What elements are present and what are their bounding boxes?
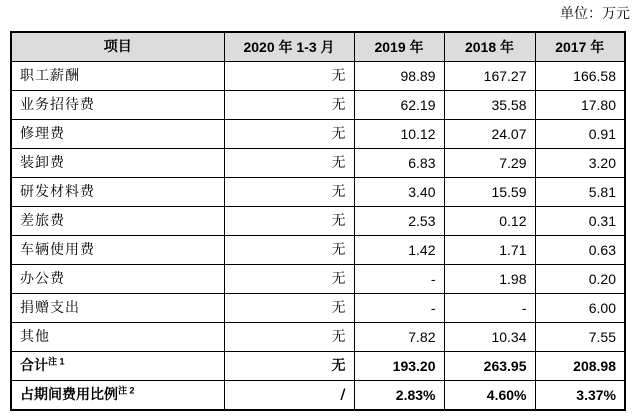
cell-value: 2.83%	[354, 381, 444, 411]
row-label-text: 研发材料费	[20, 184, 95, 200]
cell-value: 无	[224, 120, 354, 149]
row-label-text: 办公费	[20, 271, 65, 287]
cell-value: 167.27	[444, 62, 535, 91]
cell-value: 166.58	[535, 62, 625, 91]
cell-value: 无	[224, 178, 354, 207]
total-row	[11, 352, 625, 381]
cell-value: 1.42	[354, 236, 444, 265]
header-item: 项目	[11, 32, 224, 62]
row-label-text: 占期间费用比例	[20, 387, 118, 403]
row-label	[11, 62, 224, 91]
cell-value: 15.59	[444, 178, 535, 207]
row-label-text: 合计	[20, 358, 48, 374]
cell-value: 3.40	[354, 178, 444, 207]
ratio-row	[11, 381, 625, 411]
row-label	[11, 236, 224, 265]
cell-value: 6.83	[354, 149, 444, 178]
cell-value: 5.81	[535, 178, 625, 207]
cell-value: 无	[224, 62, 354, 91]
unit-label: 单位：万元	[560, 6, 630, 22]
table-row	[11, 294, 625, 323]
header-2020q1: 2020 年 1-3 月	[224, 32, 354, 62]
cell-value: 0.12	[444, 207, 535, 236]
cell-value: 3.37%	[535, 381, 625, 411]
cell-value: 3.20	[535, 149, 625, 178]
header-2019: 2019 年	[354, 32, 444, 62]
cell-value: 208.98	[535, 352, 625, 381]
row-label	[11, 265, 224, 294]
row-label	[11, 120, 224, 149]
cell-value: 无	[224, 352, 354, 381]
cell-value: 62.19	[354, 91, 444, 120]
row-label-text: 业务招待费	[20, 97, 95, 113]
cell-value: 0.63	[535, 236, 625, 265]
cell-value: 10.34	[444, 323, 535, 352]
expense-table	[10, 31, 626, 411]
header-2018: 2018 年	[444, 32, 535, 62]
footnote-marker: 注 1	[48, 356, 65, 367]
cell-value: 6.00	[535, 294, 625, 323]
cell-value: 无	[224, 149, 354, 178]
cell-value: 0.20	[535, 265, 625, 294]
table-row	[11, 323, 625, 352]
cell-value: 7.55	[535, 323, 625, 352]
cell-value: 24.07	[444, 120, 535, 149]
row-label	[11, 294, 224, 323]
row-label	[11, 352, 224, 381]
table-row	[11, 236, 625, 265]
table-row	[11, 149, 625, 178]
cell-value: -	[354, 265, 444, 294]
row-label	[11, 178, 224, 207]
cell-value: 35.58	[444, 91, 535, 120]
cell-value: 0.31	[535, 207, 625, 236]
cell-value: 1.98	[444, 265, 535, 294]
header-row	[11, 32, 625, 62]
cell-value: 无	[224, 323, 354, 352]
cell-value: 无	[224, 265, 354, 294]
row-label-text: 职工薪酬	[20, 68, 80, 84]
table-row	[11, 120, 625, 149]
row-label	[11, 323, 224, 352]
table-row	[11, 62, 625, 91]
cell-value: /	[224, 381, 354, 411]
cell-value: 10.12	[354, 120, 444, 149]
cell-value: 0.91	[535, 120, 625, 149]
row-label	[11, 381, 224, 411]
row-label-text: 修理费	[20, 126, 65, 142]
cell-value: 无	[224, 236, 354, 265]
cell-value: 193.20	[354, 352, 444, 381]
row-label	[11, 91, 224, 120]
cell-value: 7.82	[354, 323, 444, 352]
row-label-text: 捐赠支出	[20, 300, 80, 316]
row-label-text: 车辆使用费	[20, 242, 95, 258]
table-row	[11, 265, 625, 294]
cell-value: -	[354, 294, 444, 323]
cell-value: -	[444, 294, 535, 323]
cell-value: 7.29	[444, 149, 535, 178]
table-row	[11, 207, 625, 236]
cell-value: 无	[224, 294, 354, 323]
table-row	[11, 178, 625, 207]
cell-value: 98.89	[354, 62, 444, 91]
footnote-marker: 注 2	[118, 385, 135, 396]
table-row	[11, 91, 625, 120]
cell-value: 17.80	[535, 91, 625, 120]
cell-value: 263.95	[444, 352, 535, 381]
cell-value: 1.71	[444, 236, 535, 265]
cell-value: 无	[224, 207, 354, 236]
row-label-text: 差旅费	[20, 213, 65, 229]
row-label	[11, 149, 224, 178]
row-label-text: 其他	[20, 329, 50, 345]
row-label-text: 装卸费	[20, 155, 65, 171]
header-2017: 2017 年	[535, 32, 625, 62]
table-body	[11, 62, 625, 411]
cell-value: 无	[224, 91, 354, 120]
row-label	[11, 207, 224, 236]
cell-value: 2.53	[354, 207, 444, 236]
cell-value: 4.60%	[444, 381, 535, 411]
